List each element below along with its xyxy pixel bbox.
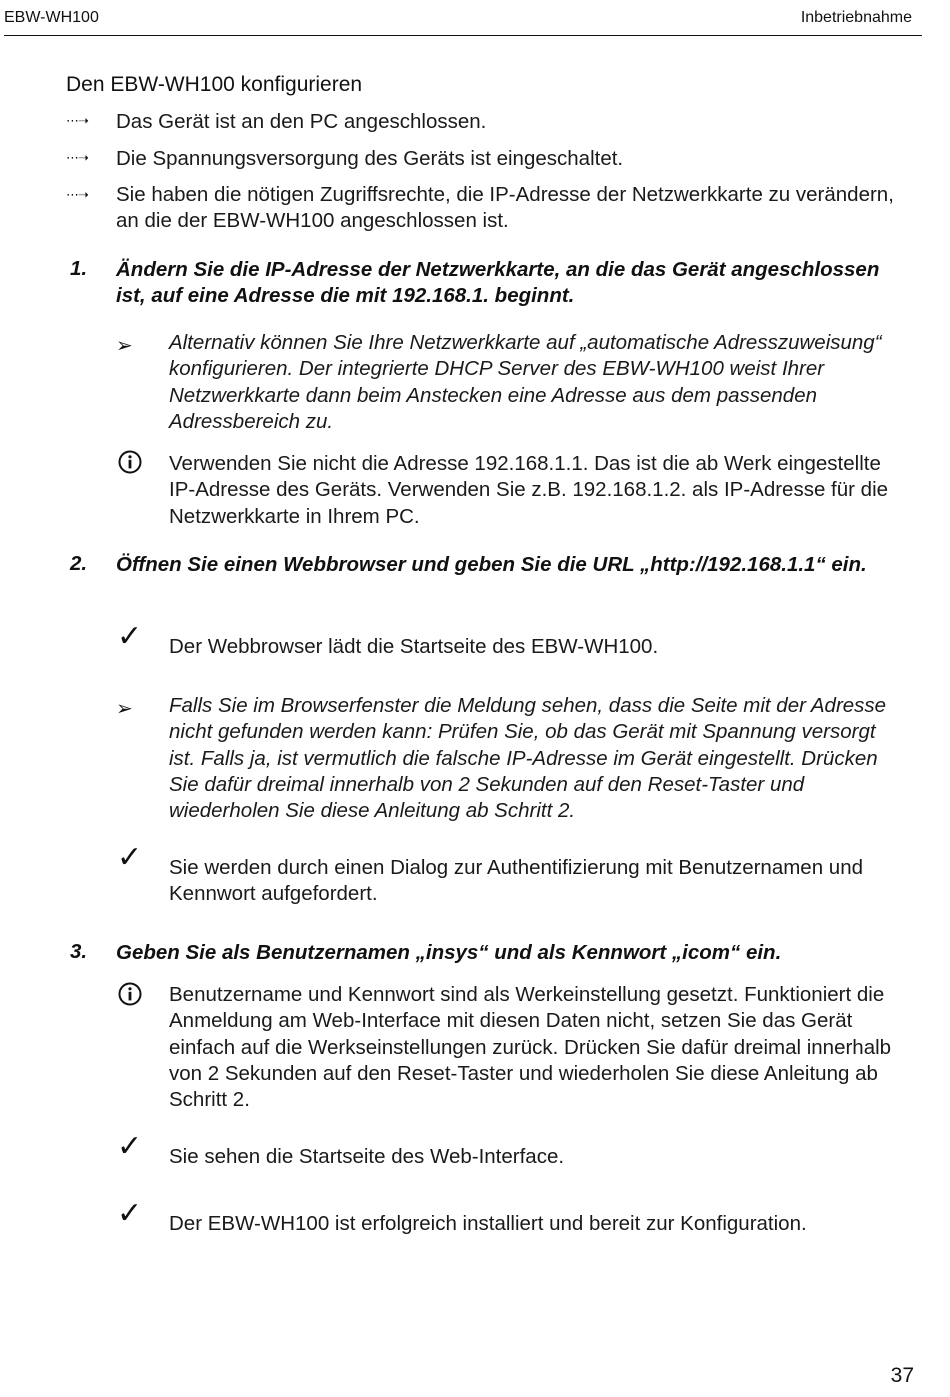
checkmark-icon: ✓ bbox=[117, 620, 143, 653]
info-note: Benutzername und Kennwort sind als Werkeinstellung gesetzt. Funktioniert die Anmeldung am Web-Interface mit diesen Daten nicht, setzen Sie das Gerät einfach auf die Werkseinstellungen zurück. Drücken Sie dafür dreimal innerhalb von 2 Sekunden auf den Reset-Taster und wiederholen Sie diese Anleitung ab Schritt 2. bbox=[169, 983, 892, 1112]
header-product-name: EBW-WH100 bbox=[4, 9, 99, 26]
step-number: 1. bbox=[70, 257, 88, 280]
alternative-note: Falls Sie im Browserfenster die Meldung sehen, dass die Seite mit der Adresse nicht gefunden werden kann: Prüfen Sie, ob das Gerät mit Spannung versorgt ist. Falls ja, ist vermutlich die falsche IP-Adresse im Gerät eingestellt. Drücken Sie dafür dreimal innerhalb von 2 Sekunden auf den Reset-Taster und wiederholen Sie diese Anleitung ab Schritt 2. bbox=[169, 694, 887, 823]
checkmark-icon: ✓ bbox=[117, 1130, 143, 1163]
prerequisite-item: Sie haben die nötigen Zugriffsrechte, die IP-Adresse der Netzwerkkarte zu verändern, an die der EBW-WH100 angeschlossen ist. bbox=[116, 183, 894, 232]
info-circle-icon bbox=[118, 982, 142, 1006]
step-number: 2. bbox=[70, 552, 88, 575]
checkmark-icon: ✓ bbox=[117, 841, 143, 874]
section-title: Den EBW-WH100 konfigurieren bbox=[66, 73, 363, 96]
result-note: Der EBW-WH100 ist erfolgreich installiert und bereit zur Konfiguration. bbox=[169, 1212, 807, 1235]
arrowhead-icon: ➢ bbox=[116, 698, 133, 720]
dotted-arrow-icon: ⋯➝ bbox=[66, 150, 88, 165]
dotted-arrow-icon: ⋯➝ bbox=[66, 113, 88, 128]
header-chapter-name: Inbetriebnahme bbox=[800, 9, 912, 26]
prerequisite-item: Die Spannungsversorgung des Geräts ist eingeschaltet. bbox=[116, 147, 624, 170]
result-note: Der Webbrowser lädt die Startseite des EBW-WH100. bbox=[169, 635, 659, 658]
header-divider bbox=[4, 35, 922, 36]
step-number: 3. bbox=[70, 940, 88, 963]
checkmark-icon: ✓ bbox=[117, 1197, 143, 1230]
info-circle-icon bbox=[118, 450, 142, 474]
step-instruction: Öffnen Sie einen Webbrowser und geben Sie die URL „http://192.168.1.1“ ein. bbox=[116, 553, 867, 576]
info-note: Verwenden Sie nicht die Adresse 192.168.1.1. Das ist die ab Werk eingestellte IP-Adresse des Geräts. Verwenden Sie z.B. 192.168.1.2. als IP-Adresse für die Netzwerkkarte in Ihrem PC. bbox=[169, 452, 889, 528]
step-instruction: Ändern Sie die IP-Adresse der Netzwerkkarte, an die das Gerät angeschlossen ist, auf eine Adresse die mit 192.168.1. beginnt. bbox=[116, 258, 880, 307]
dotted-arrow-icon: ⋯➝ bbox=[66, 187, 88, 202]
arrowhead-icon: ➢ bbox=[116, 335, 133, 357]
result-note: Sie werden durch einen Dialog zur Authentifizierung mit Benutzernamen und Kennwort aufgefordert. bbox=[169, 856, 863, 906]
alternative-note: Alternativ können Sie Ihre Netzwerkkarte auf „automatische Adresszuweisung“ konfigurieren. Der integrierte DHCP Server des EBW-WH100 weist Ihrer Netzwerkkarte dann beim Anstecken eine Adresse aus dem passenden Adressbereich zu. bbox=[169, 331, 882, 433]
result-note: Sie sehen die Startseite des Web-Interface. bbox=[169, 1145, 565, 1168]
page-number: 37 bbox=[890, 1364, 914, 1387]
step-instruction: Geben Sie als Benutzernamen „insys“ und als Kennwort „icom“ ein. bbox=[116, 941, 782, 964]
prerequisite-item: Das Gerät ist an den PC angeschlossen. bbox=[116, 110, 487, 133]
